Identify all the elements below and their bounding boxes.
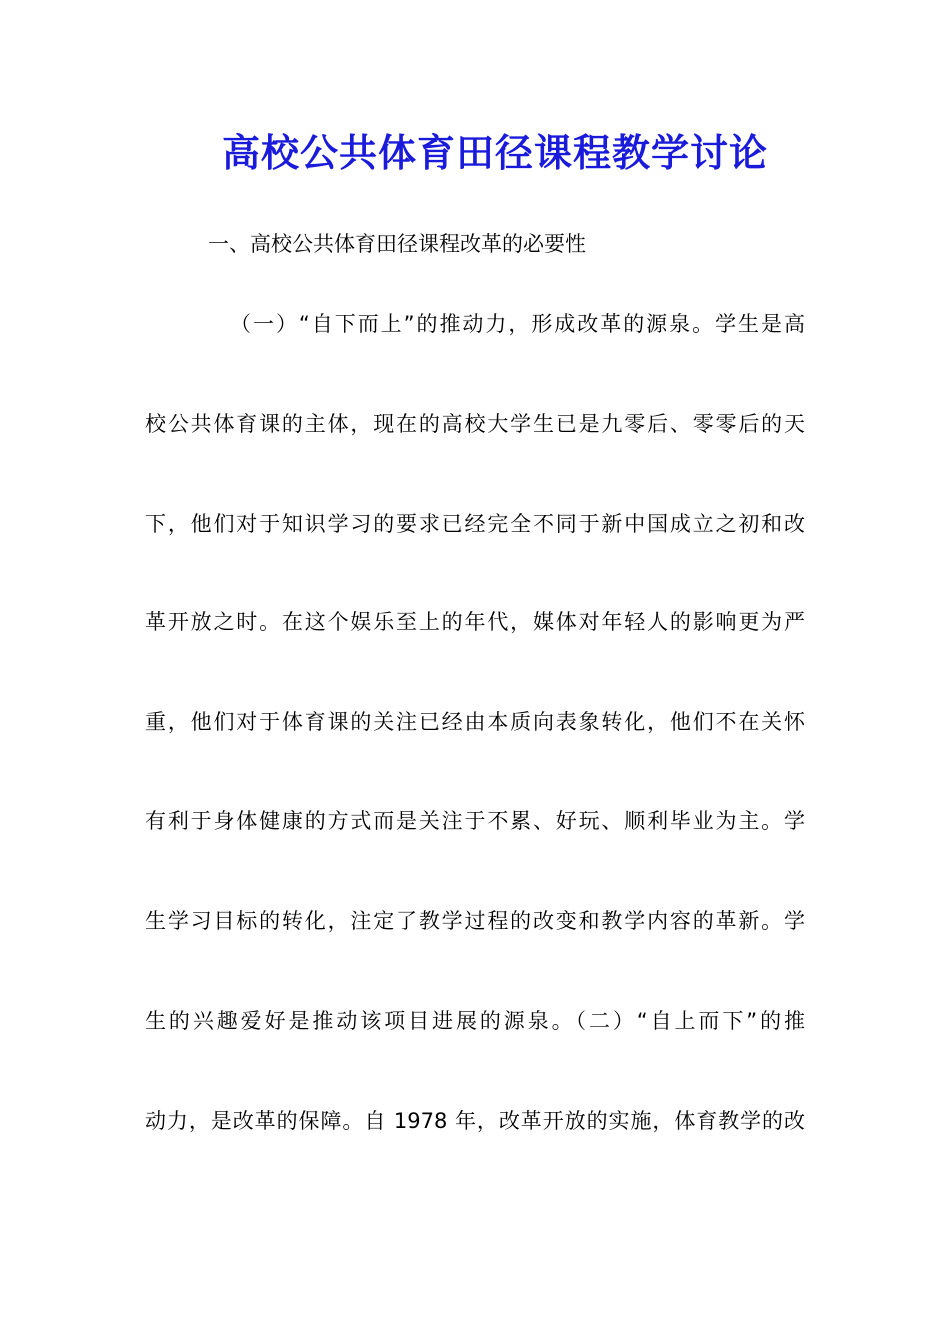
paragraph-line: 下，他们对于知识学习的要求已经完全不同于新中国成立之初和改	[145, 512, 805, 536]
paragraph-line: 重，他们对于体育课的关注已经由本质向表象转化，他们不在关怀	[145, 710, 805, 734]
paragraph-line: 校公共体育课的主体，现在的高校大学生已是九零后、零零后的天	[145, 412, 805, 436]
paragraph-line: 生学习目标的转化，注定了教学过程的改变和教学内容的革新。学	[145, 909, 805, 933]
paragraph-line: （一）“自下而上”的推动力，形成改革的源泉。学生是高	[230, 312, 805, 336]
paragraph-line: 有利于身体健康的方式而是关注于不累、好玩、顺利毕业为主。学	[145, 809, 805, 833]
section-heading: 一、高校公共体育田径课程改革的必要性	[208, 232, 586, 256]
paragraph-line: 生的兴趣爱好是推动该项目进展的源泉。（二）“自上而下”的推	[145, 1009, 805, 1033]
paragraph-line: 动力，是改革的保障。自 1978 年，改革开放的实施，体育教学的改	[145, 1109, 805, 1133]
document-title: 高校公共体育田径课程教学讨论	[221, 130, 768, 175]
paragraph-line: 革开放之时。在这个娱乐至上的年代，媒体对年轻人的影响更为严	[145, 610, 805, 634]
